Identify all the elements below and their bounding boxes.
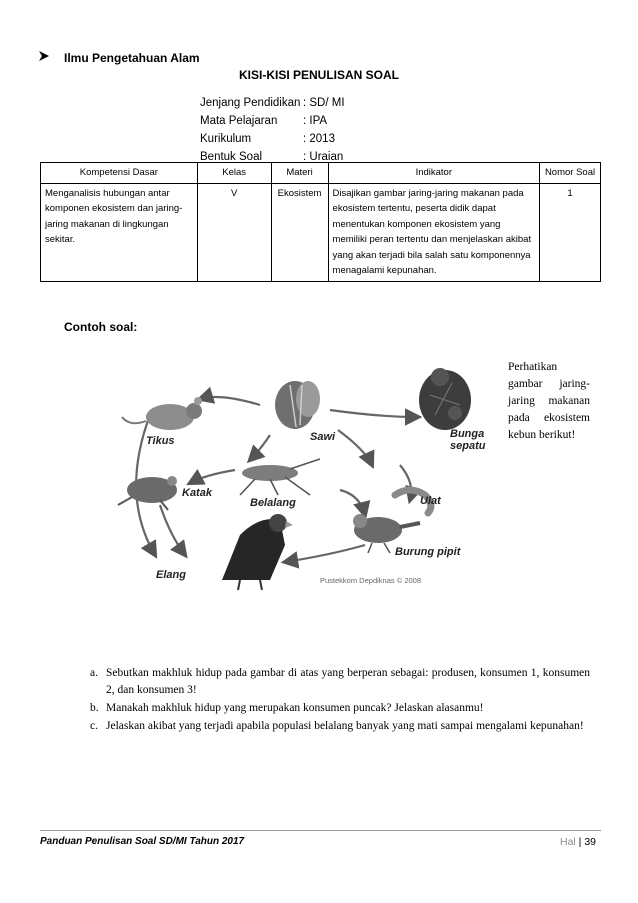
label-elang: Elang — [156, 569, 186, 581]
meta-value: : Uraian — [303, 151, 344, 163]
label-sepatu: sepatu — [450, 440, 486, 452]
arrow-right-icon — [38, 50, 50, 65]
question-item — [90, 718, 590, 735]
meta-value: : 2013 — [303, 133, 335, 145]
label-bunga: Bunga — [450, 428, 485, 440]
footer-hal: Hal — [559, 836, 576, 848]
contoh-soal-label: Contoh soal: — [64, 320, 138, 334]
meta-label: Jenjang Pendidikan — [200, 97, 301, 109]
label-katak: Katak — [182, 487, 212, 499]
footer-divider — [40, 830, 601, 831]
label-tikus: Tikus — [146, 435, 175, 447]
cell-kompetensi: Menganalisis hubungan antar komponen ekosistem dan jaring-jaring makanan di lingkungan sekitar. — [41, 183, 198, 281]
question-letter: c. — [90, 720, 98, 732]
meta-value: : SD/ MI — [303, 97, 345, 109]
table-header-row — [41, 163, 601, 184]
meta-label: Mata Pelajaran — [200, 115, 278, 127]
document-title: KISI-KISI PENULISAN SOAL — [238, 68, 399, 82]
meta-label: Kurikulum — [200, 133, 252, 145]
label-ulat: Ulat — [420, 495, 441, 507]
cell-indikator: Disajikan gambar jaring-jaring makanan pada ekosistem tertentu, peserta didik dapat menentukan komponen ekosistem yang memiliki peran tertentu dan menjelaskan akibat yang akan terjadi bila salah satu komponennya menagalami kepunahan. — [328, 183, 540, 281]
sawi-icon — [275, 381, 320, 429]
header-indikator: Indikator — [328, 163, 540, 184]
meta-label: Bentuk Soal — [200, 151, 263, 163]
cell-kelas: V — [197, 183, 271, 281]
question-letter: a. — [90, 667, 98, 679]
table-row — [41, 183, 601, 281]
section-heading — [38, 50, 200, 65]
elang-icon — [222, 514, 293, 590]
meta-row-kurikulum — [200, 130, 345, 148]
cell-nomor: 1 — [540, 183, 601, 281]
food-web-diagram — [110, 355, 510, 600]
question-letter: b. — [90, 702, 99, 714]
label-burung: Burung pipit — [395, 546, 461, 558]
header-materi: Materi — [271, 163, 328, 184]
tikus-icon — [122, 397, 202, 430]
instruction-text: Perhatikan gambar jaring-jaring makanan pada ekosistem kebun berikut! — [508, 361, 590, 441]
footer-page: 39 — [584, 836, 596, 848]
meta-info — [200, 94, 345, 166]
katak-icon — [118, 476, 177, 510]
diagram-credit: Pustekkom Depdiknas © 2008 — [320, 576, 421, 585]
label-sawi: Sawi — [310, 431, 336, 443]
bunga-sepatu-icon — [419, 368, 471, 430]
question-item — [90, 700, 590, 717]
footer-separator: | — [575, 836, 585, 848]
question-text: Sebutkan makhluk hidup pada gambar di atas yang berperan sebagai: produsen, konsumen 1, konsumen 2, dan konsumen 3! — [106, 667, 590, 696]
header-kelas: Kelas — [197, 163, 271, 184]
header-nomor: Nomor Soal — [540, 163, 601, 184]
header-kompetensi: Kompetensi Dasar — [41, 163, 198, 184]
label-belalang: Belalang — [250, 497, 296, 509]
belalang-icon — [240, 459, 320, 495]
meta-value: : IPA — [303, 115, 328, 127]
section-title: Ilmu Pengetahuan Alam — [64, 50, 200, 65]
question-list — [90, 665, 590, 736]
question-text: Jelaskan akibat yang terjadi apabila populasi belalang banyak yang mati sampai mengalami kepunahan! — [106, 720, 584, 732]
question-text: Manakah makhluk hidup yang merupakan konsumen puncak? Jelaskan alasanmu! — [106, 702, 484, 714]
kisi-table — [40, 162, 601, 282]
page-number — [560, 836, 596, 848]
footer-title: Panduan Penulisan Soal SD/MI Tahun 2017 — [40, 836, 245, 847]
cell-materi: Ekosistem — [271, 183, 328, 281]
question-item — [90, 665, 590, 699]
meta-row-jenjang — [200, 94, 345, 112]
meta-row-mapel — [200, 112, 345, 130]
